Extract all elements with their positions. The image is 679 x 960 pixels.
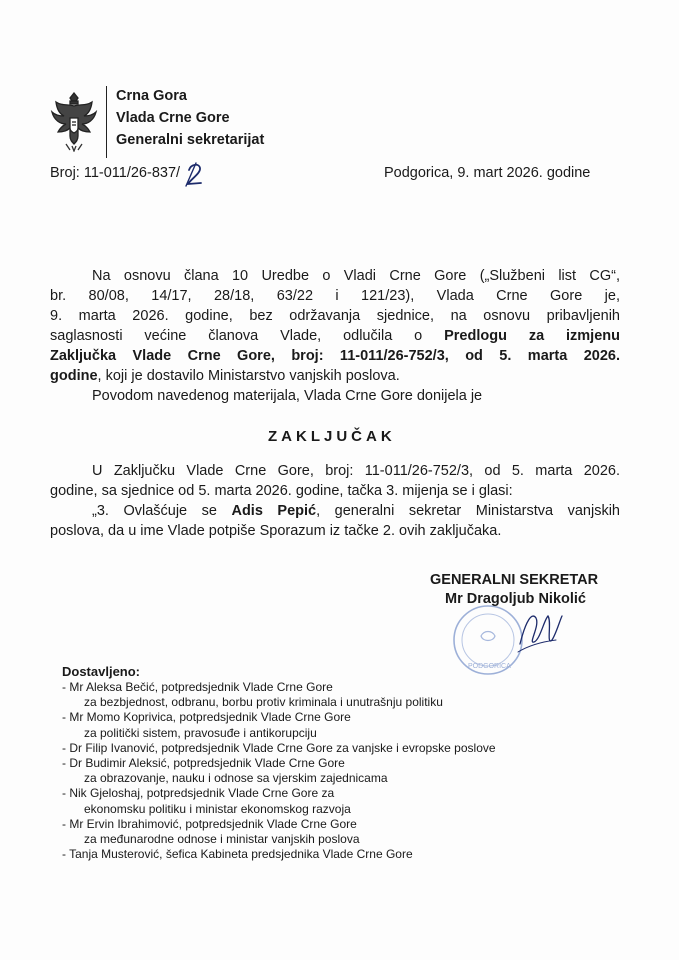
decision-heading: ZAKLJUČAK [268, 428, 396, 445]
preamble-text: , koji je dostavilo Ministarstvo vanjskih poslova. [97, 368, 400, 384]
issuer-country: Crna Gora [116, 88, 187, 104]
subject-title: Zaključka Vlade Crne Gore, broj: 11-011/26-752/3, od 5. marta 2026. [50, 348, 620, 364]
preamble-line: Na osnovu člana 10 Uredbe o Vladi Crne Gore („Službeni list CG“, [92, 268, 620, 284]
reference-number: Broj: 11-011/26-837/ [50, 165, 181, 181]
distribution-list [62, 680, 496, 862]
list-item: - Dr Budimir Aleksić, potpredsjednik Vlade Crne Gore [62, 756, 345, 771]
official-stamp-and-signature [448, 600, 566, 678]
decision-line [50, 501, 620, 521]
issuer-block [116, 85, 264, 151]
list-item: - Mr Aleksa Bečić, potpredsjednik Vlade Crne Gore [62, 680, 333, 694]
decision-line: godine, sa sjednice od 5. marta 2026. godine, tačka 3. mijenja se i glasi: [50, 483, 513, 499]
distribution-title: Dostavljeno: [62, 664, 141, 679]
handwritten-number-mark [183, 160, 209, 188]
decision-body [50, 461, 620, 541]
list-item: - Nik Gjeloshaj, potpredsjednik Vlade Crne Gore za [62, 786, 335, 801]
montenegro-coat-of-arms-icon [50, 92, 98, 152]
signatory-title: GENERALNI SEKRETAR [430, 572, 599, 588]
subject-title: godine [50, 368, 98, 384]
preamble-paragraph [50, 266, 620, 406]
preamble-line: 9. marta 2026. godine, bez održavanja sjednice, na osnovu pribavljenih [50, 308, 620, 324]
list-item: ekonomsku politiku i ministar ekonomskog razvoja [84, 801, 351, 816]
stamp-text: PODGORICA [468, 663, 511, 670]
authorized-person: Adis Pepić [231, 503, 317, 519]
preamble-line: br. 80/08, 14/17, 28/18, 63/22 i 121/23), Vlada Crne Gore je, [50, 288, 620, 304]
preamble-text: saglasnosti većine članova Vlade, odlučila o [50, 328, 445, 344]
issuer-government: Vlada Crne Gore [116, 110, 230, 126]
place-and-date: Podgorica, 9. mart 2026. godine [384, 165, 591, 181]
list-item: - Mr Ervin Ibrahimović, potpredsjednik Vlade Crne Gore [62, 816, 357, 831]
list-item: - Dr Filip Ivanović, potpredsjednik Vlade Crne Gore za vanjske i evropske poslove [62, 740, 496, 755]
decision-line: poslova, da u ime Vlade potpiše Sporazum iz tačke 2. ovih zaključaka. [50, 523, 502, 539]
list-item: za bezbjednost, odbranu, borbu protiv kriminala i unutrašnju politiku [84, 695, 443, 710]
subject-title: Predlogu za izmjenu [444, 328, 620, 344]
list-item: za međunarodne odnose i ministar vanjskih poslova [84, 832, 360, 847]
list-item: za politički sistem, pravosuđe i antikorupciju [84, 725, 317, 740]
preamble-line [50, 366, 620, 386]
decision-line: U Zaključku Vlade Crne Gore, broj: 11-011/26-752/3, od 5. marta 2026. [92, 463, 620, 479]
decision-text: „3. Ovlašćuje se [92, 503, 232, 519]
signatory-name: Mr Dragoljub Nikolić [445, 591, 586, 607]
list-item: za obrazovanje, nauku i odnose sa vjerskim zajednicama [84, 771, 388, 786]
decision-text: , generalni sekretar Ministarstva vanjskih [316, 503, 620, 519]
list-item: - Tanja Musterović, šefica Kabineta predsjednika Vlade Crne Gore [62, 847, 413, 862]
preamble-line: Povodom navedenog materijala, Vlada Crne Gore donijela je [92, 388, 483, 404]
issuer-office: Generalni sekretarijat [116, 132, 265, 148]
list-item: - Mr Momo Koprivica, potpredsjednik Vlade Crne Gore [62, 710, 351, 725]
preamble-line [50, 326, 620, 346]
header-divider [106, 86, 107, 158]
